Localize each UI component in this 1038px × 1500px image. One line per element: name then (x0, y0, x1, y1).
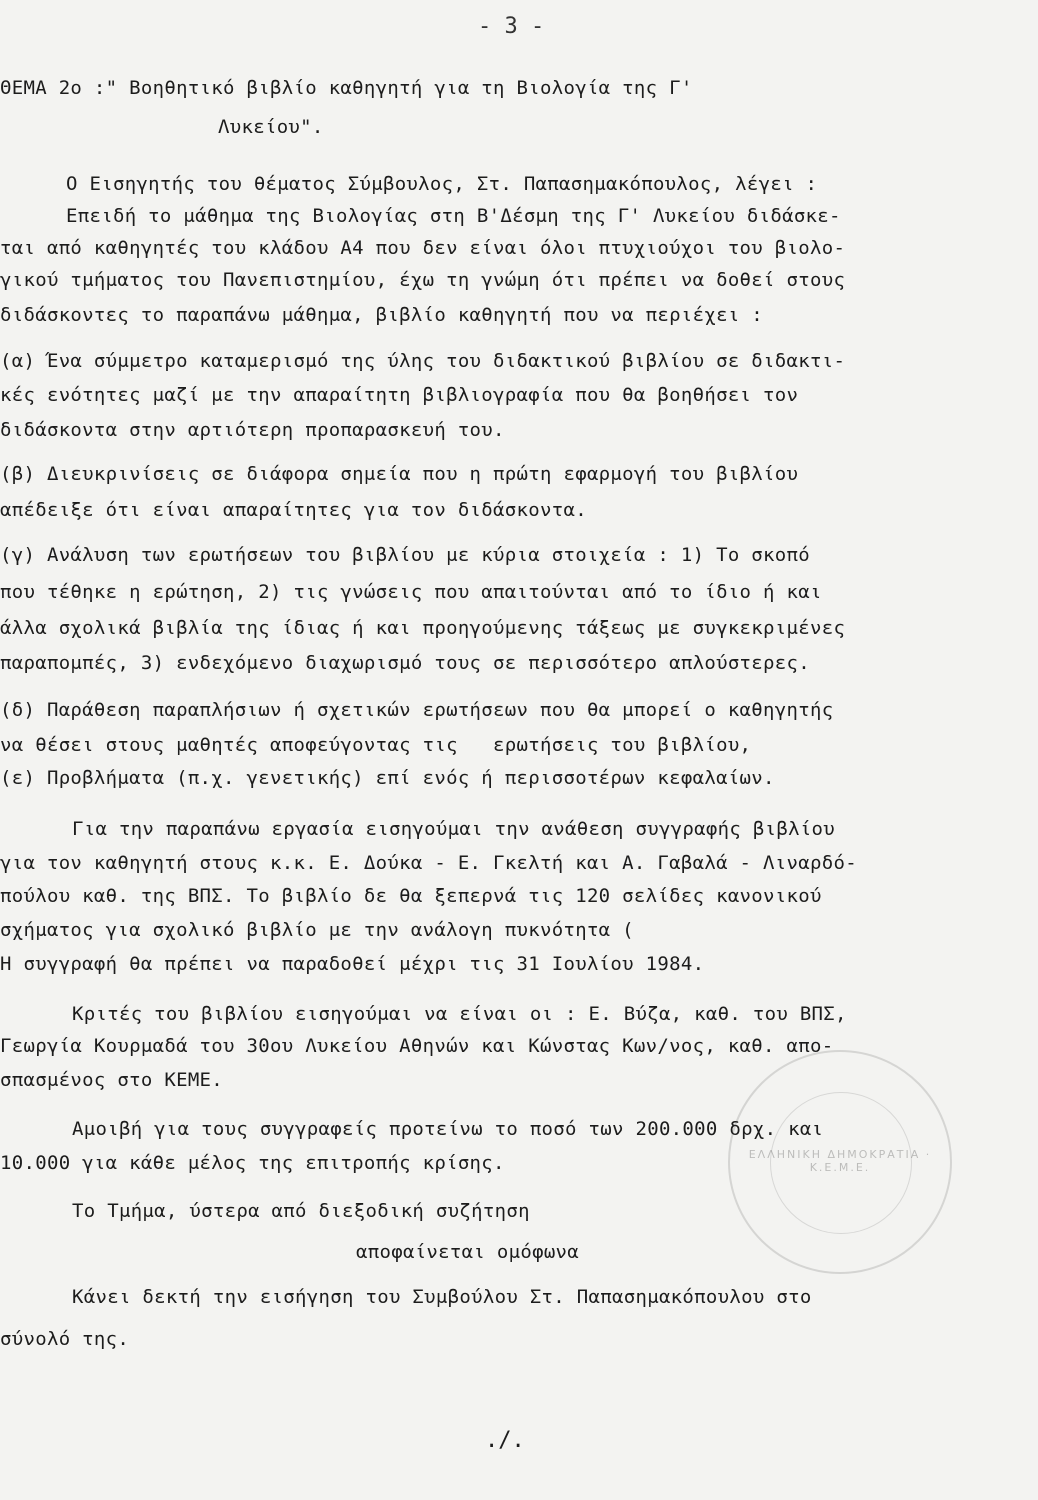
paragraph-line: Αμοιβή για τους συγγραφείς προτείνω το ποσό των 200.000 δρχ. και (72, 1118, 824, 1140)
paragraph-line: Επειδή το μάθημα της Βιολογίας στη Β'Δέσμη της Γ' Λυκείου διδάσκε- (66, 205, 841, 227)
list-item-a-cont: διδάσκοντα στην αρτιότερη προπαρασκευή του. (0, 419, 505, 441)
list-item-c-cont: που τέθηκε η ερώτηση, 2) τις γνώσεις που απαιτούνται από το ίδιο ή και (0, 581, 822, 603)
list-item-b-cont: απέδειξε ότι είναι απαραίτητες για τον διδάσκοντα. (0, 499, 587, 521)
decision-intro: Το Τμήμα, ύστερα από διεξοδική συζήτηση (72, 1200, 530, 1222)
list-item-c: (γ) Ανάλυση των ερωτήσεων του βιβλίου με κύρια στοιχεία : 1) Το σκοπό (0, 544, 810, 566)
page-number: - 3 - (478, 14, 545, 39)
list-item-d-cont: να θέσει στους μαθητές αποφεύγοντας τις ερωτήσεις του βιβλίου, (0, 734, 752, 756)
list-item-c-cont: παραπομπές, 3) ενδεχόμενο διαχωρισμό τους σε περισσότερο απλούστερες. (0, 652, 810, 674)
decision-text: σύνολό της. (0, 1328, 130, 1350)
topic-heading: ΘΕΜΑ 2ο :" Βοηθητικό βιβλίο καθηγητή για τη Βιολογία της Γ' (0, 77, 693, 99)
official-stamp (728, 1050, 952, 1274)
topic-heading-cont: Λυκείου". (218, 116, 324, 138)
paragraph-line: σχήματος για σχολικό βιβλίο με την ανάλογη πυκνότητα ( (0, 919, 634, 941)
paragraph-line: Ο Εισηγητής του θέματος Σύμβουλος, Στ. Παπασημακόπουλος, λέγει : (66, 173, 818, 195)
paragraph-line: Η συγγραφή θα πρέπει να παραδοθεί μέχρι τις 31 Ιουλίου 1984. (0, 953, 705, 975)
stamp-text: ΕΛΛΗΝΙΚΗ ΔΗΜΟΚΡΑΤΙΑ · Κ.Ε.Μ.Ε. (748, 1148, 932, 1174)
list-item-c-cont: άλλα σχολικά βιβλία της ίδιας ή και προηγούμενης τάξεως με συγκεκριμένες (0, 617, 846, 639)
paragraph-line: Γεωργία Κουρμαδά του 30ου Λυκείου Αθηνών και Κώνστας Κων/νος, καθ. απο- (0, 1035, 834, 1057)
paragraph-line: πούλου καθ. της ΒΠΣ. Το βιβλίο δε θα ξεπερνά τις 120 σελίδες κανονικού (0, 885, 822, 907)
list-item-a: (α) Ένα σύμμετρο καταμερισμό της ύλης του διδακτικού βιβλίου σε διδακτι- (0, 350, 846, 372)
list-item-a-cont: κές ενότητες μαζί με την απαραίτητη βιβλιογραφία που θα βοηθήσει τον (0, 384, 799, 406)
paragraph-line: ται από καθηγητές του κλάδου Α4 που δεν είναι όλοι πτυχιούχοι του βιολο- (0, 237, 846, 259)
decision-heading: αποφαίνεται ομόφωνα (356, 1241, 580, 1263)
decision-text: Κάνει δεκτή την εισήγηση του Συμβούλου Στ. Παπασημακόπουλου στο (72, 1286, 812, 1308)
paragraph-line: γικού τμήματος του Πανεπιστημίου, έχω τη γνώμη ότι πρέπει να δοθεί στους (0, 269, 846, 291)
paragraph-line: Κριτές του βιβλίου εισηγούμαι να είναι οι : Ε. Βύζα, καθ. του ΒΠΣ, (72, 1003, 847, 1025)
paragraph-line: Για την παραπάνω εργασία εισηγούμαι την ανάθεση συγγραφής βιβλίου (72, 818, 836, 840)
list-item-b: (β) Διευκρινίσεις σε διάφορα σημεία που η πρώτη εφαρμογή του βιβλίου (0, 463, 799, 485)
paragraph-line: 10.000 για κάθε μέλος της επιτροπής κρίσης. (0, 1152, 505, 1174)
list-item-d: (δ) Παράθεση παραπλήσιων ή σχετικών ερωτήσεων που θα μπορεί ο καθηγητής (0, 699, 834, 721)
paragraph-line: για τον καθηγητή στους κ.κ. Ε. Δούκα - Ε. Γκελτή και Α. Γαβαλά - Λιναρδό- (0, 852, 857, 874)
list-item-e: (ε) Προβλήματα (π.χ. γενετικής) επί ενός ή περισσοτέρων κεφαλαίων. (0, 767, 775, 789)
paragraph-line: διδάσκοντες το παραπάνω μάθημα, βιβλίο καθηγητή που να περιέχει : (0, 304, 764, 326)
paragraph-line: σπασμένος στο ΚΕΜΕ. (0, 1069, 224, 1091)
continuation-mark: ./. (485, 1428, 525, 1453)
